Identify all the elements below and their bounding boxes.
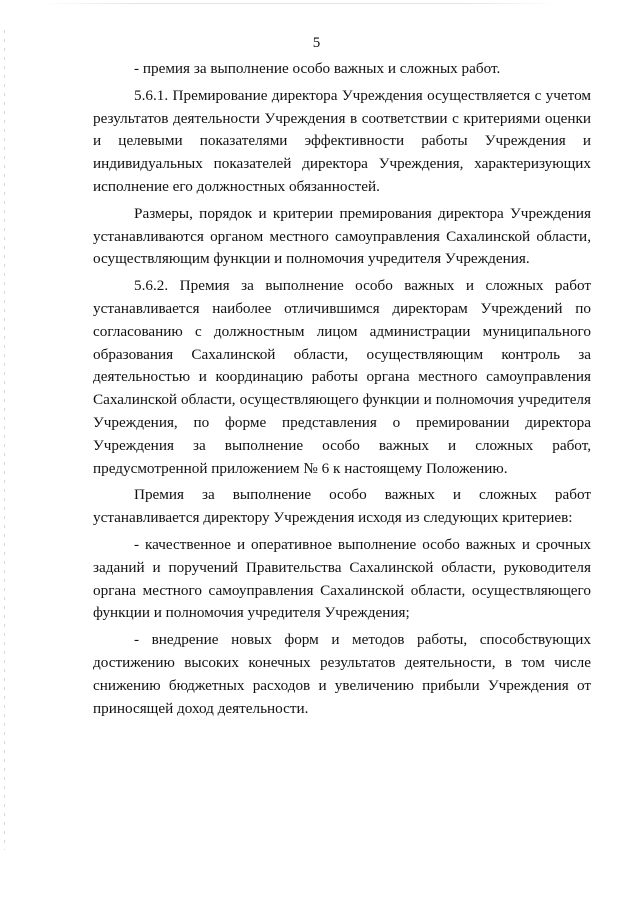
paragraph-5-6-1: 5.6.1. Премирование директора Учреждения осуществляется с учетом результатов деятельности Учреждения в соответствии с критериями оценки и целевыми показателями эффективности работы Учреждения и индивидуальных показателей директора Учреждения, характеризующих исполнение его должностных обязанностей. bbox=[93, 86, 591, 195]
scan-edge-top bbox=[40, 3, 560, 4]
paragraph-bonus-item: - премия за выполнение особо важных и сложных работ. bbox=[134, 60, 501, 77]
list-item-criterion-1: - качественное и оперативное выполнение особо важных и срочных заданий и поручений Правительства Сахалинской области, руководителя органа местного самоуправления Сахалинской области, осуществляющего функции и полномочия учредителя Учреждения; bbox=[93, 535, 591, 622]
list-item-criterion-2: - внедрение новых форм и методов работы, способствующих достижению высоких конечных результатов деятельности, в том числе снижению бюджетных расходов и увеличению прибыли Учреждения от приносящей доход деятельности. bbox=[93, 631, 591, 717]
paragraph-5-6-2: 5.6.2. Премия за выполнение особо важных и сложных работ устанавливается наиболее отличившимся директорам Учреждений по согласованию с должностным лицом администрации муниципального образования Сахалинской области, осуществляющим контроль за деятельностью и координацию работы органа местного самоуправления Сахалинской области, осуществляющего функции и полномочия учредителя Учреждения, по форме представления о премировании директора Учреждения за выполнение особо важных и сложных работ, предусмотренной приложением № 6 к настоящему Положению. bbox=[93, 277, 591, 477]
scan-edge-left bbox=[4, 30, 5, 850]
page-number: 5 bbox=[312, 35, 321, 51]
document-body bbox=[93, 58, 591, 720]
paragraph-bonus-criteria-intro: Премия за выполнение особо важных и сложных работ устанавливается директору Учреждения исходя из следующих критериев: bbox=[93, 486, 591, 527]
paragraph-bonus-criteria-authority: Размеры, порядок и критерии премирования директора Учреждения устанавливаются органом местного самоуправления Сахалинской области, осуществляющим функции и полномочия учредителя Учреждения. bbox=[93, 204, 591, 268]
